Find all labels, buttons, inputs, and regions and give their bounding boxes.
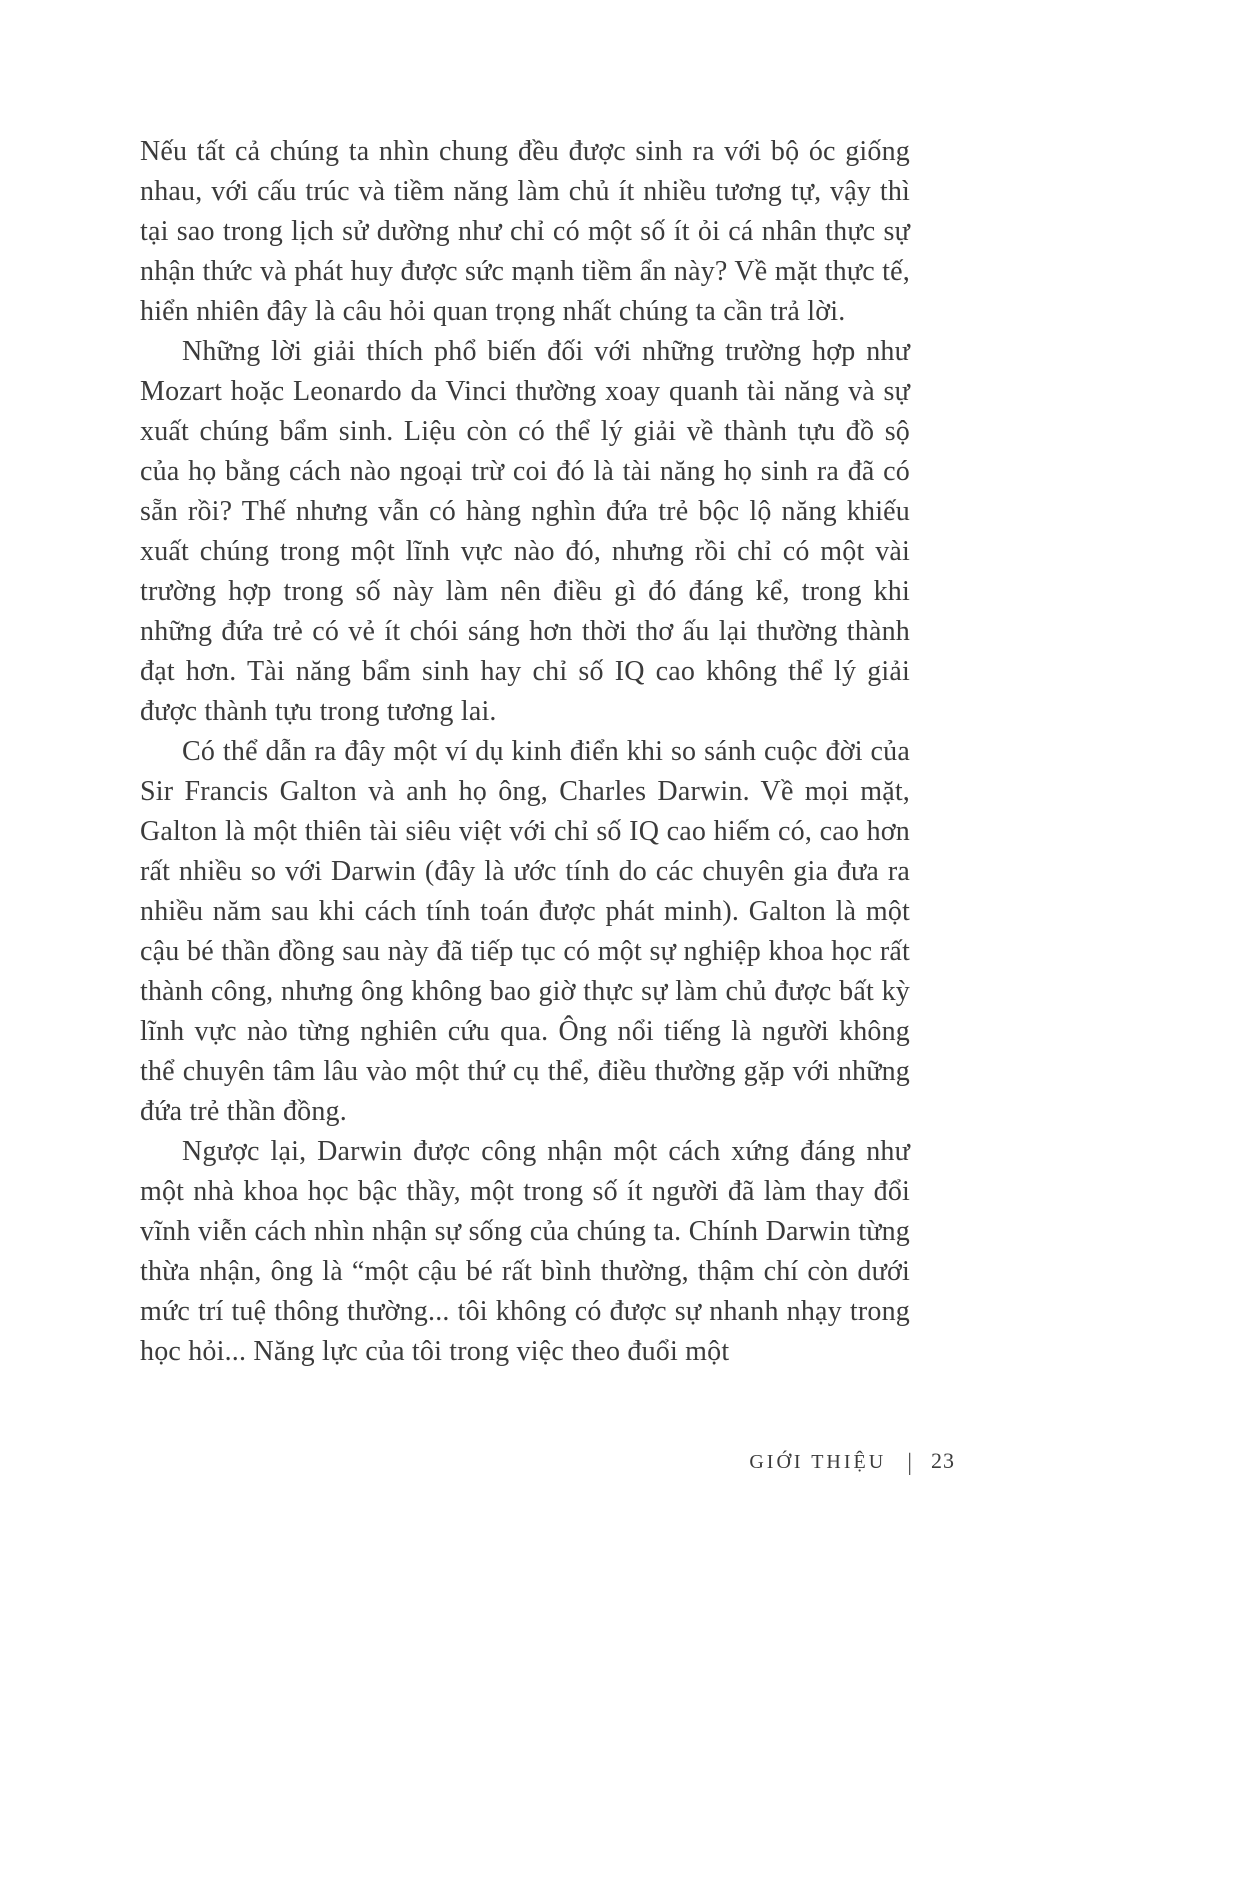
paragraph-darwin-contrast: Ngược lại, Darwin được công nhận một cách xứng đáng như một nhà khoa học bậc thầy, một trong số ít người đã làm thay đổi vĩnh viễn cách nhìn nhận sự sống của chúng ta. Chính Darwin từng thừa nhận, ông là “một cậu bé rất bình thường, thậm chí còn dưới mức trí tuệ thông thường... tôi không có được sự nhanh nhạy trong học hỏi... Năng lực của tôi trong việc theo đuổi một [140, 1136, 910, 1367]
paragraph-galton-example: Có thể dẫn ra đây một ví dụ kinh điển khi so sánh cuộc đời của Sir Francis Galton và anh họ ông, Charles Darwin. Về mọi mặt, Galton là một thiên tài siêu việt với chỉ số IQ cao hiếm có, cao hơn rất nhiều so với Darwin (đây là ước tính do các chuyên gia đưa ra nhiều năm sau khi cách tính toán được phát minh). Galton là một cậu bé thần đồng sau này đã tiếp tục có một sự nghiệp khoa học rất thành công, nhưng ông không bao giờ thực sự làm chủ được bất kỳ lĩnh vực nào từng nghiên cứu qua. Ông nổi tiếng là người không thể chuyên tâm lâu vào một thứ cụ thể, điều thường gặp với những đứa trẻ thần đồng. [140, 736, 910, 1127]
paragraph-intro-question: Nếu tất cả chúng ta nhìn chung đều được sinh ra với bộ óc giống nhau, với cấu trúc và tiềm năng làm chủ ít nhiều tương tự, vậy thì tại sao trong lịch sử dường như chỉ có một số ít ỏi cá nhân thực sự nhận thức và phát huy được sức mạnh tiềm ẩn này? Về mặt thực tế, hiển nhiên đây là câu hỏi quan trọng nhất chúng ta cần trả lời. [140, 136, 910, 327]
page-content [140, 132, 910, 1372]
footer-section-title: GIỚI THIỆU [749, 1451, 887, 1473]
page-footer [140, 1448, 955, 1477]
footer-page-number: 23 [931, 1448, 955, 1473]
paragraph-talent-explanations: Những lời giải thích phổ biến đối với những trường hợp như Mozart hoặc Leonardo da Vinci thường xoay quanh tài năng và sự xuất chúng bẩm sinh. Liệu còn có thể lý giải về thành tựu đồ sộ của họ bằng cách nào ngoại trừ coi đó là tài năng họ sinh ra đã có sẵn rồi? Thế nhưng vẫn có hàng nghìn đứa trẻ bộc lộ năng khiếu xuất chúng trong một lĩnh vực nào đó, nhưng rồi chỉ có một vài trường hợp trong số này làm nên điều gì đó đáng kể, trong khi những đứa trẻ có vẻ ít chói sáng hơn thời thơ ấu lại thường thành đạt hơn. Tài năng bẩm sinh hay chỉ số IQ cao không thể lý giải được thành tựu trong tương lai. [140, 336, 910, 727]
footer-separator: | [907, 1450, 912, 1476]
